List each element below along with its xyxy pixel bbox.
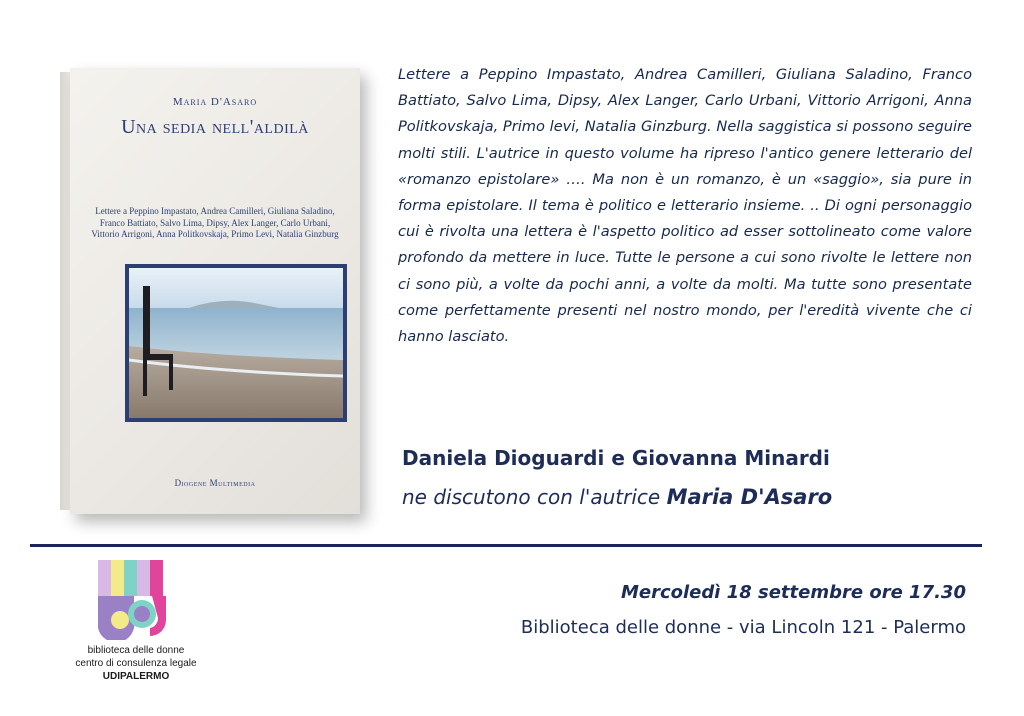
divider (30, 544, 982, 547)
book-description: Lettere a Peppino Impastato, Andrea Camilleri, Giuliana Saladino, Franco Battiato, Salvo Lima, Dipsy, Alex Langer, Carlo Urbani, Vittorio Arrigoni, Anna Politkovskaja, Primo levi, Natalia Ginzburg. Nella saggistica si possono seguire molti stili. L'autrice in questo volume ha ripreso l'antico genere letterario del «romanzo epistolare» …. Ma non è un romanzo, è un «saggio», sia pure in forma epistolare. Il tema è politico e letterario insieme. .. Di ogni personaggio cui è rivolta una lettera è l'aspetto politico ad esser sottolineato come valore profondo da mettere in luce. Tutte le persone a cui sono rivolte le lettere non ci sono più, a volte da pochi anni, a volte da molti. Ma tutte sono presentate come perfettamente presenti nel nostro mondo, per l'eredità vivente che ci hanno lasciato. (398, 66, 972, 346)
discussion-line (402, 485, 832, 509)
book-author: Maria D'Asaro (172, 96, 258, 108)
logo-text-line: biblioteca delle donne (87, 645, 185, 656)
book-cover-photo (125, 264, 347, 422)
book-publisher: Diogene Multimedia (174, 478, 256, 488)
book-blurb-line: Franco Battiato, Salvo Lima, Dipsy, Alex Langer, Carlo Urbani, (99, 217, 331, 228)
book-cover-image (60, 68, 360, 514)
book-blurb-line: Vittorio Arrigoni, Anna Politkovskaja, Primo Levi, Natalia Ginzburg (91, 229, 339, 239)
book-title: Una sedia nell'aldilà (121, 116, 309, 138)
book-spine (60, 72, 70, 510)
book-blurb-line: Lettere a Peppino Impastato, Andrea Camilleri, Giuliana Saladino, (95, 206, 335, 216)
library-logo (56, 558, 216, 688)
logo-text-line: centro di consulenza legale (75, 658, 197, 669)
book-cover (70, 68, 360, 514)
event-venue: Biblioteca delle donne - via Lincoln 121 - Palermo (520, 617, 966, 638)
speakers-heading: Daniela Dioguardi e Giovanna Minardi (402, 446, 830, 470)
discussion-prefix: ne discutono con l'autrice (402, 485, 667, 509)
event-date: Mercoledì 18 settembre ore 17.30 (620, 582, 966, 603)
discussion-author: Maria D'Asaro (666, 485, 833, 509)
book-blurb (90, 206, 340, 241)
udi-logo-icon (96, 558, 176, 640)
logo-text-line: UDIPALERMO (102, 671, 170, 682)
beach-chair-illustration (129, 268, 343, 418)
